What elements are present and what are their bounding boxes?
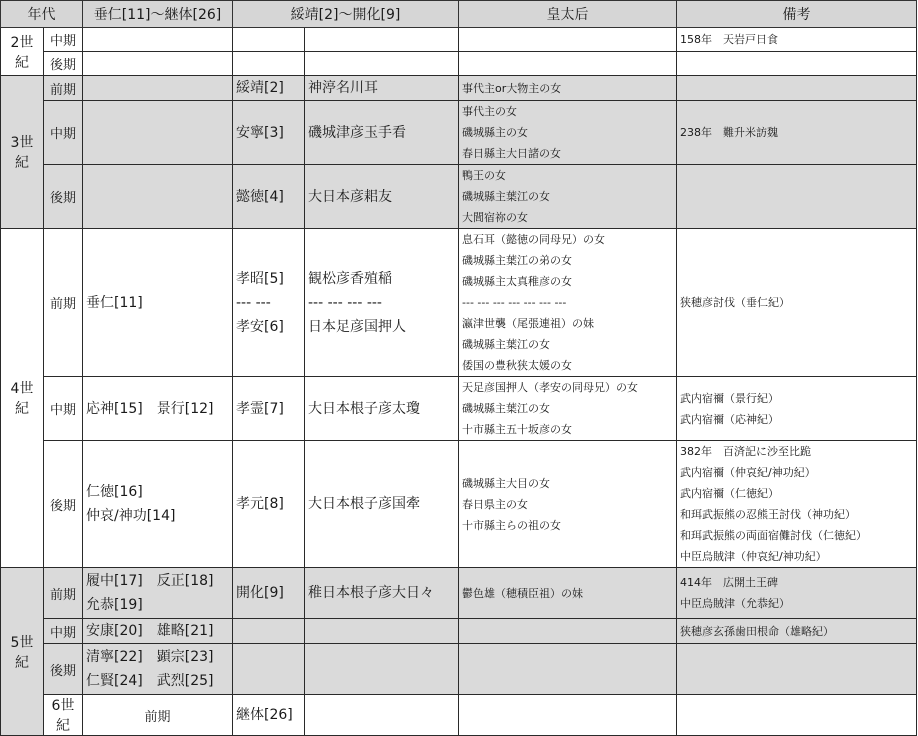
emperor-name: 反正[18] — [156, 573, 214, 589]
empress-entry: 事代主or大物主の女 — [462, 81, 562, 95]
emperor-name: 垂仁[11] — [86, 294, 143, 311]
table-row — [1, 165, 917, 229]
header-row — [1, 1, 917, 28]
note-entry: 狭穂彦玄孫歯田根命（雄略紀） — [680, 624, 835, 638]
notes-cell — [677, 644, 917, 695]
table-row — [1, 101, 917, 165]
reign-number-cell — [233, 619, 305, 644]
table-row — [1, 28, 917, 52]
reign-name-cell — [305, 377, 459, 441]
header-notes: 備考 — [677, 1, 917, 28]
emperor-name: 安康[20] — [86, 623, 143, 639]
empress-cell — [459, 644, 677, 695]
period-cell: 前期 — [44, 568, 83, 619]
reign-name-cell — [459, 695, 677, 736]
empress-entry: 春日縣主大日諸の女 — [462, 147, 562, 160]
header-suinin-keitai: 垂仁[11]〜継体[26] — [83, 1, 233, 28]
empress-cell — [459, 441, 677, 568]
emperor-cell — [83, 377, 233, 441]
note-entry: 414年 広開土王碑 — [680, 576, 779, 589]
reign-name: 大日本彦耜友 — [308, 188, 392, 205]
reign-number-cell — [233, 644, 305, 695]
century-cell: 2世紀 — [1, 28, 44, 76]
emperor-cell — [83, 644, 233, 695]
notes-cell — [677, 619, 917, 644]
reign-number: 孝霊[7] — [236, 400, 284, 417]
reign-number: 孝安[6] — [236, 318, 284, 335]
header-empress-dowager: 皇太后 — [459, 1, 677, 28]
empress-cell — [459, 28, 677, 52]
period-cell: 後期 — [44, 52, 83, 76]
note-entry: 中臣烏賊津（仲哀紀/神功紀） — [680, 550, 827, 563]
reign-name: 観松彦香殖稲 — [308, 270, 392, 287]
note-entry: 武内宿禰（仲哀紀/神功紀） — [680, 466, 816, 479]
empress-entry: 大閭宿祢の女 — [462, 211, 529, 224]
empress-entry: 春日県主の女 — [462, 497, 529, 511]
empress-entry: 磯城縣主の女 — [462, 126, 529, 139]
reign-number: 懿徳[4] — [236, 188, 284, 205]
table-body — [1, 28, 917, 736]
empress-cell — [459, 619, 677, 644]
emperor-name: 仁徳[16] — [86, 484, 143, 500]
emperor-name: 履中[17] — [86, 573, 143, 589]
reign-number-cell — [233, 165, 305, 229]
notes-cell — [677, 165, 917, 229]
reign-number: 綏靖[2] — [236, 80, 284, 96]
empress-entry: 息石耳（懿徳の同母兄）の女 — [462, 233, 606, 246]
reign-number-cell — [233, 441, 305, 568]
emperor-name: 景行[12] — [156, 400, 214, 417]
emperor-name: 允恭[19] — [86, 597, 143, 613]
period-cell: 前期 — [44, 229, 83, 377]
reign-name-cell — [305, 644, 459, 695]
notes-cell — [677, 28, 917, 52]
emperor-name: 雄略[21] — [156, 623, 214, 639]
note-entry: 武内宿禰（景行紀） — [680, 391, 780, 405]
emperor-name: 仲哀/神功[14] — [86, 508, 176, 524]
header-era: 年代 — [1, 1, 83, 28]
empress-entry: --- --- --- --- --- --- --- — [462, 296, 567, 309]
note-entry: 武内宿禰（応神紀） — [680, 412, 780, 426]
notes-cell — [677, 568, 917, 619]
reign-name: 稚日本根子彦大日々 — [308, 585, 434, 601]
reign-number-cell — [233, 76, 305, 101]
period-cell: 後期 — [44, 441, 83, 568]
empress-cell — [459, 377, 677, 441]
table-row — [1, 229, 917, 377]
reign-number: 孝元[8] — [236, 496, 284, 512]
emperor-cell — [83, 76, 233, 101]
emperor-line — [86, 669, 229, 693]
period-cell: 後期 — [44, 644, 83, 695]
note-entry: 和珥武振熊の両面宿儺討伐（仁徳紀） — [680, 529, 868, 542]
emperor-name: 仁賢[24] — [86, 673, 143, 689]
empress-entry: 鴨王の女 — [462, 169, 507, 182]
century-cell: 5世紀 — [1, 568, 44, 736]
emperor-name: 顕宗[23] — [156, 649, 214, 665]
table-row — [1, 568, 917, 619]
note-entry: 武内宿禰（仁徳紀） — [680, 487, 780, 500]
reign-name-cell — [305, 101, 459, 165]
century-cell: 4世紀 — [1, 229, 44, 568]
empress-entry: 天足彦国押人（孝安の同母兄）の女 — [462, 381, 639, 394]
empress-cell — [459, 568, 677, 619]
empress-cell — [459, 101, 677, 165]
empress-entry: 十市縣主らの祖の女 — [462, 518, 562, 532]
period-cell: 中期 — [44, 377, 83, 441]
reign-name-cell — [305, 165, 459, 229]
notes-cell — [677, 101, 917, 165]
reign-name: --- --- --- --- — [308, 294, 382, 311]
empress-cell — [459, 229, 677, 377]
empress-entry: 磯城縣主葉江の女 — [462, 338, 551, 351]
emperor-cell — [83, 28, 233, 52]
empress-entry: 磯城縣主葉江の弟の女 — [462, 254, 573, 267]
emperor-line — [86, 593, 229, 617]
reign-name-cell — [305, 568, 459, 619]
period-cell: 中期 — [44, 619, 83, 644]
emperor-cell — [83, 52, 233, 76]
empress-entry: 鬱色雄（穂積臣祖）の妹 — [462, 586, 584, 600]
empress-entry: 事代主の女 — [462, 105, 518, 118]
reign-number-cell — [233, 52, 305, 76]
emperor-line — [236, 703, 301, 727]
century-cell: 3世紀 — [1, 76, 44, 229]
empress-cell — [459, 76, 677, 101]
notes-cell — [677, 52, 917, 76]
empress-entry: 磯城縣主葉江の女 — [462, 402, 551, 415]
emperor-name: 武烈[25] — [156, 673, 214, 689]
notes-cell — [677, 229, 917, 377]
reign-name: 神渟名川耳 — [308, 80, 378, 96]
emperor-line — [86, 291, 229, 315]
emperor-cell — [233, 695, 305, 736]
period-cell: 後期 — [44, 165, 83, 229]
notes-cell — [677, 377, 917, 441]
note-entry: 和珥武振熊の忍熊王討伐（神功紀） — [680, 508, 857, 521]
empress-cell — [459, 165, 677, 229]
period-cell: 前期 — [44, 76, 83, 101]
reign-name-cell — [305, 28, 459, 52]
reign-number: --- --- — [236, 294, 271, 311]
emperor-name: 継体[26] — [236, 707, 293, 723]
notes-cell — [677, 441, 917, 568]
reign-name-cell — [305, 76, 459, 101]
reign-name-cell — [305, 441, 459, 568]
emperor-cell — [83, 441, 233, 568]
emperor-name: 応神[15] — [86, 400, 143, 417]
period-cell: 中期 — [44, 101, 83, 165]
table-row — [1, 441, 917, 568]
empress-cell — [459, 52, 677, 76]
emperor-cell — [83, 619, 233, 644]
notes-cell — [677, 76, 917, 101]
table-row — [1, 377, 917, 441]
emperor-line — [86, 645, 229, 669]
reign-name-cell — [305, 229, 459, 377]
reign-name: 大日本根子彦国牽 — [308, 496, 420, 512]
emperor-cell — [83, 568, 233, 619]
empress-entry: 倭国の豊秋狭太媛の女 — [462, 359, 573, 372]
header-suizei-kaika: 綏靖[2]〜開化[9] — [233, 1, 459, 28]
table-row — [1, 644, 917, 695]
note-entry: 狭穂彦討伐（垂仁紀） — [680, 296, 791, 309]
reign-number-cell — [233, 229, 305, 377]
note-entry: 158年 天岩戸日食 — [680, 33, 779, 46]
table-row — [1, 76, 917, 101]
emperor-cell — [83, 229, 233, 377]
empress-entry: 磯城縣主大目の女 — [462, 476, 551, 490]
empress-entry: 十市縣主五十坂彦の女 — [462, 423, 573, 436]
reign-number-cell — [233, 28, 305, 52]
period-cell: 前期 — [83, 695, 233, 736]
emperor-line — [86, 397, 229, 421]
table-row — [1, 619, 917, 644]
table-row — [1, 695, 917, 736]
emperor-line — [86, 619, 229, 643]
reign-number: 安寧[3] — [236, 124, 284, 141]
reign-number: 孝昭[5] — [236, 270, 284, 287]
reign-name-cell — [305, 52, 459, 76]
period-cell: 中期 — [44, 28, 83, 52]
empress-entry: 磯城縣主太真稚彦の女 — [462, 275, 573, 288]
empress-entry: 瀛津世襲（尾張連祖）の妹 — [462, 317, 595, 330]
reign-name: 大日本根子彦太瓊 — [308, 400, 420, 417]
reign-name-cell — [305, 619, 459, 644]
empress-entry: 磯城縣主葉江の女 — [462, 190, 551, 203]
reign-name: 日本足彦国押人 — [308, 318, 406, 335]
emperor-line — [86, 569, 229, 593]
note-entry: 中臣烏賊津（允恭紀） — [680, 597, 791, 610]
reign-number-cell — [305, 695, 459, 736]
emperor-name: 清寧[22] — [86, 649, 143, 665]
emperor-line — [86, 504, 229, 528]
reign-number-cell — [233, 568, 305, 619]
century-cell: 6世紀 — [44, 695, 83, 736]
empress-cell — [677, 695, 917, 736]
emperor-cell — [83, 165, 233, 229]
emperor-cell — [83, 101, 233, 165]
reign-name: 磯城津彦玉手看 — [308, 124, 406, 141]
reign-number: 開化[9] — [236, 585, 284, 601]
emperor-line — [86, 480, 229, 504]
note-entry: 382年 百済記に沙至比跪 — [680, 445, 812, 458]
reign-number-cell — [233, 377, 305, 441]
reign-number-cell — [233, 101, 305, 165]
table-row — [1, 52, 917, 76]
note-entry: 238年 難升米訪魏 — [680, 126, 779, 139]
